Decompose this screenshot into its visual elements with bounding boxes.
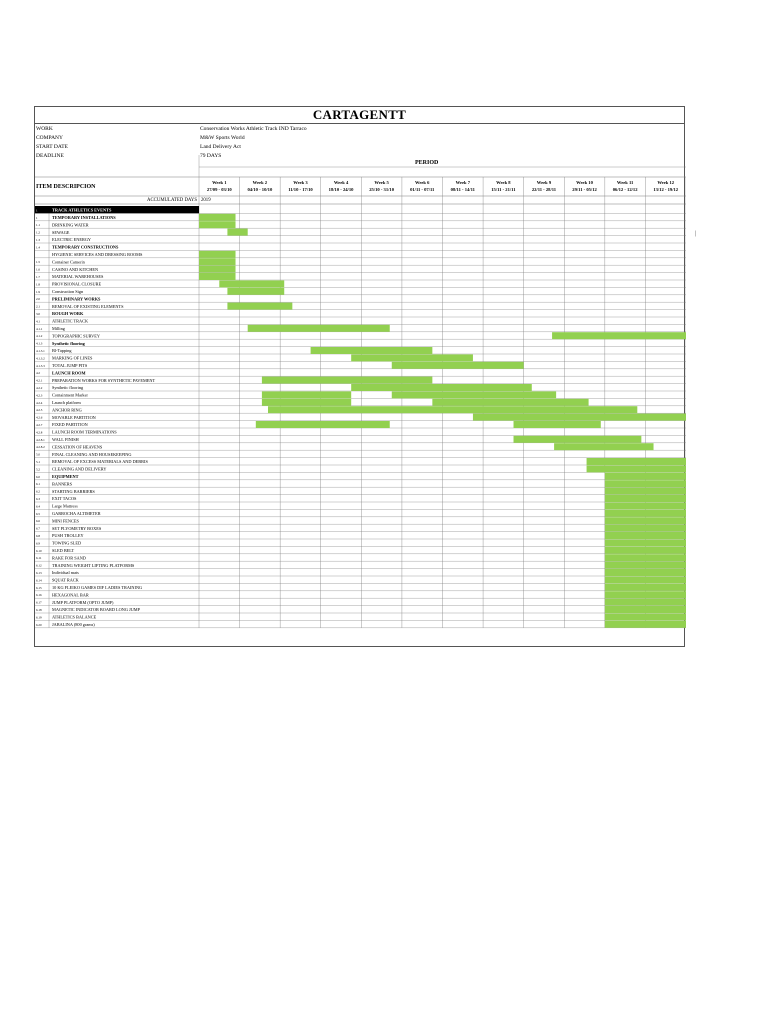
gantt-bar [605, 488, 686, 495]
gantt-bar [605, 584, 686, 591]
row-label: JUMP PLATFORM (OPTO JUMP) [52, 599, 114, 605]
row-number: 6.20 [36, 622, 42, 627]
row-number: 1.5 [36, 260, 40, 265]
meta-value-work: Conservation Works Athletic Track IND Tarraco [200, 126, 307, 132]
row-number: 6.3 [36, 497, 40, 501]
gantt-sheet [34, 106, 685, 647]
row-label: TRACK ATHLETICS EVENTS [52, 207, 112, 213]
row-label: Synthetic flooring [52, 385, 84, 391]
gantt-bar [587, 458, 686, 465]
week-header-label: Week 10 [576, 180, 593, 185]
meta-value-start-date: Land Delivery Act [200, 144, 241, 150]
gantt-bar [605, 532, 686, 539]
row-number: 6.13 [36, 571, 42, 575]
row-number: 6.19 [36, 615, 42, 620]
row-number: 6.7 [36, 526, 40, 531]
row-label: STARTING BARRIERS [52, 488, 95, 494]
week-header-range: 11/10 - 17/10 [288, 187, 313, 192]
row-label: MOVABLE PARTITION [52, 414, 96, 420]
gantt-bar [199, 251, 236, 258]
gantt-bar [605, 517, 686, 524]
row-label: Construction Sign [52, 289, 84, 294]
row-number: 5.1 [36, 460, 40, 464]
row-label: JABALINA (800 grams) [52, 622, 95, 627]
row-label: PREPARATION WORKS FOR SYNTHETIC PAVEMENT [52, 377, 156, 383]
row-label: TRAINING WEIGHT LIFTING PLATFORMS [52, 562, 135, 568]
row-label: TOTAL JUMP PITS [52, 363, 88, 368]
row-label: SET PLYOMETRY BOXES [52, 525, 102, 531]
row-number: 1.7 [36, 275, 40, 279]
gantt-bar [199, 273, 236, 280]
meta-label-start-date: START DATE [36, 144, 68, 150]
gantt-bar [605, 525, 686, 532]
row-number: 4.2 [36, 371, 40, 376]
row-number: 6.14 [36, 578, 42, 583]
row-number: 4.1 [36, 319, 40, 324]
row-number: 4.2.5 [36, 408, 43, 413]
gantt-bar [199, 221, 236, 228]
row-number: 4.2.2 [36, 386, 43, 390]
gantt-bar [554, 443, 653, 450]
stray-mark: | [695, 231, 697, 237]
row-number: 4.2.8 [36, 430, 43, 435]
row-number: 6.2 [36, 489, 40, 494]
gantt-bar [392, 362, 524, 369]
row-label: ATHLETICS BALANCE [52, 614, 97, 620]
meta-value-deadline: 79 DAYS [200, 153, 222, 159]
week-header-range: 22/11 - 28/11 [531, 187, 557, 192]
row-number: 5.0 [36, 452, 40, 457]
week-header-range: 01/11 - 07/11 [410, 187, 435, 192]
row-label: CESSATION OF HEAVENS [52, 444, 103, 450]
gantt-bar [199, 214, 236, 221]
row-number: 1.4 [36, 245, 40, 250]
row-number: 1.8 [36, 282, 40, 287]
gantt-bar [392, 391, 556, 398]
gantt-bar [514, 436, 642, 443]
row-label: FINAL CLEANING AND HOUSEKEEPING [52, 451, 132, 457]
gantt-bar [199, 266, 236, 273]
accumulated-days-label: ACCUMULATED DAYS [147, 198, 198, 203]
meta-label-company: COMPANY [36, 135, 64, 141]
row-number: 4.1.3.3 [36, 363, 45, 368]
row-label: PRELIMINARY WORKS [52, 296, 101, 302]
row-number: 6.4 [36, 504, 40, 509]
row-label: CASINO AND KITCHEN [52, 266, 99, 272]
row-label: 10 KG FLEIKO GAMES DIF LADIES TRAINING [52, 585, 143, 590]
row-number: 6.6 [36, 519, 40, 524]
row-label: TEMPORARY CONSTRUCTIONS [52, 244, 119, 250]
gantt-bar [605, 547, 686, 554]
gantt-bar [262, 391, 351, 398]
gantt-bar [552, 332, 686, 339]
row-number: 4.2.1 [36, 378, 43, 383]
week-header-label: Week 11 [616, 180, 634, 185]
gantt-bar [605, 562, 686, 569]
gantt-bar [256, 421, 390, 428]
row-number: 2.1 [36, 304, 40, 309]
row-label: MAGNETIC INDICATOR BOARD LONG JUMP [52, 607, 141, 613]
row-number: 6.0 [36, 474, 40, 479]
row-label: CLEANING AND DELIVERY [52, 466, 107, 472]
gantt-bar [605, 576, 686, 583]
row-label: MATERIAL WAREHOUSES [52, 274, 104, 280]
row-number: 1 [36, 215, 38, 220]
row-label: TEMPORARY INSTALLATIONS [52, 215, 116, 220]
row-label: REMOVAL OF EXISTING ELEMENTS [52, 303, 124, 309]
row-label: PROVISIONAL CLOSURE [52, 281, 102, 287]
gantt-bar [351, 384, 532, 391]
week-header-range: 25/10 - 31/10 [369, 187, 395, 192]
row-label: SLED BELT [52, 548, 75, 553]
row-number: 4.2.8.1 [36, 437, 45, 442]
week-header-range: 13/12 - 19/12 [653, 187, 679, 192]
gantt-bar [227, 229, 247, 236]
gantt-bar [587, 465, 686, 472]
row-number: 6.1 [36, 482, 40, 487]
row-number: 4.2.4 [36, 400, 43, 405]
row-label: PUSH TROLLEY [52, 533, 84, 539]
gantt-bar [605, 495, 686, 502]
gantt-bar [605, 473, 686, 480]
week-header-label: Week 9 [536, 180, 552, 185]
row-number: 4.2.6 [36, 415, 43, 420]
gantt-bar [248, 325, 390, 332]
gantt-bar [605, 539, 686, 546]
row-label: EQUIPMENT [52, 474, 79, 479]
week-header-label: Week 1 [212, 180, 227, 185]
meta-value-company: M&W Sports World [200, 135, 245, 141]
row-label: ATHLETIC TRACK [52, 318, 89, 324]
gantt-bar [268, 406, 637, 413]
row-number: 6.10 [36, 548, 42, 553]
row-number: 6.16 [36, 593, 42, 598]
row-label: HEXAGONAL BAR [52, 592, 89, 598]
gantt-bar [605, 502, 686, 509]
gantt-bar [473, 414, 686, 421]
row-number: 1.6 [36, 267, 40, 272]
gantt-bar [605, 569, 686, 576]
week-header-range: 06/12 - 12/12 [612, 187, 638, 192]
week-header-range: 27/09 - 03/10 [206, 187, 232, 192]
row-label: ELECTRIC ENERGY [52, 237, 92, 243]
week-header-label: Week 4 [333, 180, 349, 185]
row-label: ROUGH WORK [52, 311, 84, 317]
week-header-label: Week 5 [374, 180, 389, 185]
week-header-range: 18/10 - 24/10 [328, 187, 354, 192]
row-label: GARROCHA ALTIMETER [52, 511, 101, 516]
gantt-bar [605, 591, 686, 598]
week-header-range: 29/11 - 05/12 [572, 187, 597, 192]
row-label: Large Mattress [52, 503, 78, 509]
row-number: 4.2.3 [36, 393, 43, 398]
row-label: Container Camerin [52, 259, 85, 265]
row-label: DRINKING WATER [52, 222, 89, 228]
row-label: LAUNCH ROOM [52, 370, 86, 376]
meta-label-deadline: DEADLINE [36, 153, 64, 159]
week-header-label: Week 6 [414, 180, 430, 185]
row-number: 4.1.3 [36, 341, 43, 346]
gantt-bar [605, 510, 686, 517]
row-label: SQUAT RACK [52, 577, 79, 583]
week-header-label: Week 8 [496, 180, 511, 185]
row-number: 1.9 [36, 289, 40, 294]
gantt-bar [351, 354, 473, 361]
row-number: 4.2.7 [36, 423, 43, 427]
row-label: Milling [52, 326, 65, 331]
row-label: RAKE FOR SAND [52, 555, 86, 561]
row-label: WALL FINISH [52, 437, 79, 442]
row-label: Individual mats [52, 570, 79, 576]
gantt-bar [605, 554, 686, 561]
week-header-label: Week 12 [657, 180, 675, 185]
gantt-bar [605, 613, 686, 620]
gantt-bar [514, 421, 601, 428]
row-number: 4.2.8.2 [36, 445, 45, 450]
row-label: BANNERS [52, 481, 73, 487]
row-number: 6.12 [36, 563, 42, 568]
gantt-grid [35, 107, 686, 648]
row-label: TOPOGRAPHIC SURVEY [52, 333, 100, 339]
row-number: 1.2 [36, 230, 40, 235]
week-header-range: 15/11 - 21/11 [491, 187, 516, 192]
row-number: 4.1.3.2 [36, 356, 45, 361]
row-label: ANCHOR RING [52, 407, 82, 413]
item-description-header: ITEM DESCRIPCION [36, 184, 96, 190]
gantt-bar [311, 347, 433, 354]
row-number: 4.1.3.1 [36, 349, 45, 353]
row-label: HYGIENIC SERVICES AND DRESSING ROOMS [52, 252, 143, 257]
gantt-bar [227, 303, 292, 310]
week-header-label: Week 3 [293, 180, 308, 185]
row-number: 3.0 [36, 312, 40, 316]
row-number: 6.15 [36, 585, 42, 590]
row-number: 1.3 [36, 238, 40, 242]
row-number: 1 [36, 208, 38, 213]
row-label: LAUNCH ROOM TERMINATIONS [52, 429, 117, 435]
row-number: 6.9 [36, 541, 40, 546]
gantt-bar [219, 280, 284, 287]
row-number: 6.5 [36, 511, 40, 516]
row-label: EXIT TACOS [52, 496, 77, 502]
row-number: 4.1.1 [36, 326, 43, 331]
row-label: Synthetic flooring [52, 340, 85, 346]
row-label: MINI FENCES [52, 518, 79, 524]
row-number: 6.18 [36, 608, 42, 612]
gantt-bar [432, 399, 588, 406]
row-label: TOWING SLED [52, 540, 82, 546]
gantt-bar [199, 258, 236, 265]
row-number: 6.8 [36, 534, 40, 538]
gantt-bar [605, 606, 686, 613]
gantt-bar [227, 288, 284, 295]
week-header-range: 04/10 - 10/10 [247, 187, 273, 192]
row-number: 2.0 [36, 297, 40, 302]
row-label: Containment Marker [52, 392, 88, 398]
row-number: 1.1 [36, 223, 40, 228]
row-label: Bl-Tapping [52, 348, 72, 354]
week-header-label: Week 7 [455, 180, 471, 185]
row-label: Launch platform [52, 400, 81, 405]
week-header-range: 08/11 - 14/11 [450, 187, 475, 192]
row-number: 6.17 [36, 600, 42, 605]
row-number: 6.11 [36, 556, 42, 561]
row-label: FIXED PARTITION [52, 422, 88, 428]
gantt-bar [605, 480, 686, 487]
row-label: MARKING OF LINES [52, 355, 93, 361]
document-title: CARTAGENTT [312, 107, 407, 122]
accumulated-year: 2019 [201, 198, 211, 203]
row-label: SEWAGE [52, 229, 70, 235]
gantt-bar [605, 621, 686, 628]
gantt-bar [262, 399, 351, 406]
meta-label-work: WORK [36, 126, 53, 132]
row-label: REMOVAL OF EXCESS MATERIALS AND DEBRIS [52, 459, 148, 465]
gantt-bar [262, 377, 432, 384]
row-number: 4.1.2 [36, 334, 43, 339]
period-label: PERIOD [415, 160, 439, 166]
gantt-bar [605, 599, 686, 606]
row-number: 5.2 [36, 467, 40, 472]
week-header-label: Week 2 [252, 180, 268, 185]
